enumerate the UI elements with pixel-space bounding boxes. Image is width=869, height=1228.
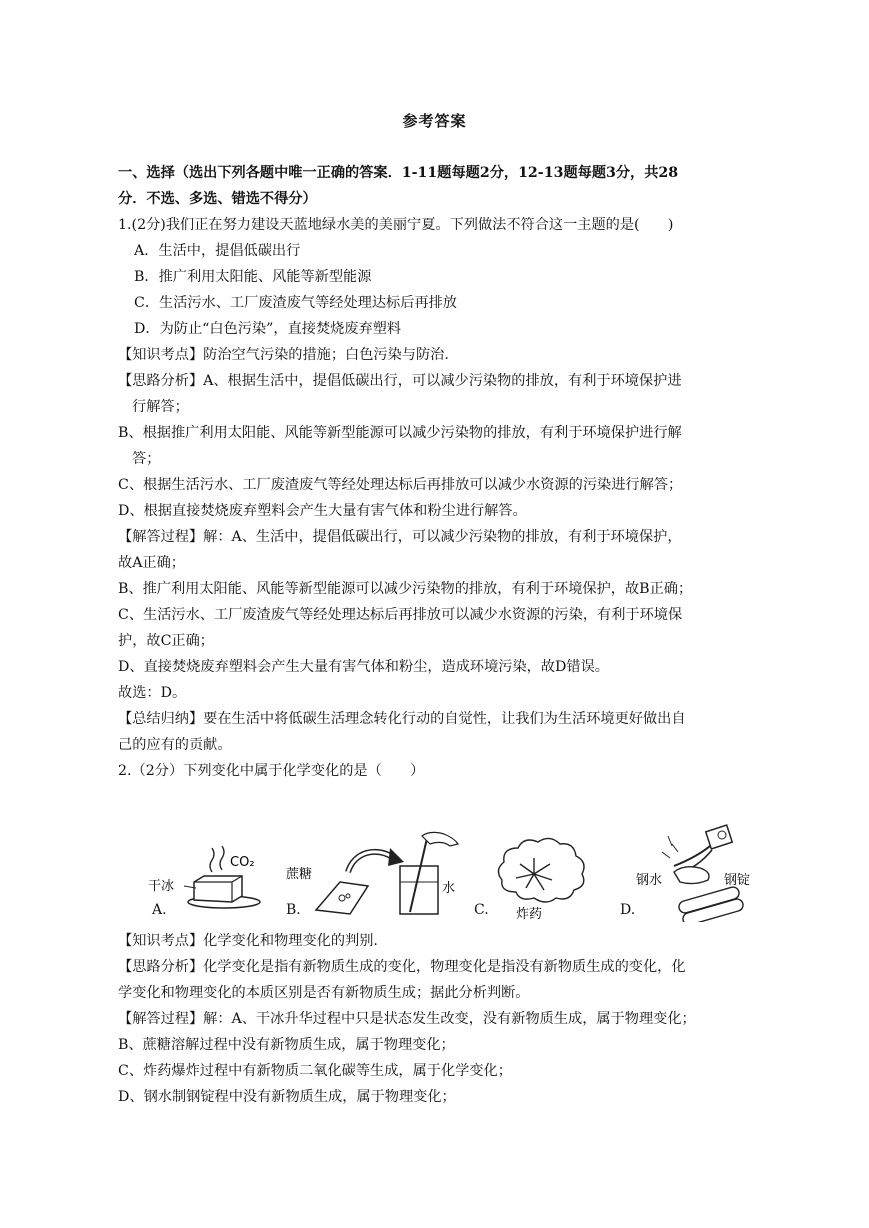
q2-solution-line: C、炸药爆炸过程中有新物质二氧化碳等生成，属于化学变化； bbox=[118, 1063, 512, 1079]
explosion-illustration bbox=[472, 822, 612, 922]
q1-solution-line: 【解答过程】解：A、生活中，提倡低碳出行，可以减少污染物的排放，有利于环境保护， bbox=[118, 529, 682, 545]
section-heading-line-1: 一、选择（选出下列各题中唯一正确的答案．1-11题每题2分，12-13题每题3分，共28 bbox=[118, 165, 679, 181]
steel-ingot-illustration bbox=[618, 822, 758, 922]
q1-analysis-line: 行解答； bbox=[132, 399, 189, 415]
q2-analysis-line: 【思路分析】化学变化是指有新物质生成的变化，物理变化是指没有新物质生成的变化，化 bbox=[118, 959, 686, 975]
question-2-analysis-block bbox=[118, 928, 748, 1110]
q2-figure-c bbox=[472, 822, 612, 922]
q1-summary-line: 【总结归纳】要在生活中将低碳生活理念转化行动的自觉性，让我们为生活环境更好做出自 bbox=[118, 711, 686, 727]
q1-solution-line: D、直接焚烧废弃塑料会产生大量有害气体和粉尘，造成环境污染，故D错误。 bbox=[118, 659, 609, 675]
q2-figure-b-label: 蔗糖 bbox=[286, 867, 313, 882]
q2-figure-c-label: 炸药 bbox=[516, 907, 543, 922]
q2-figure-d-label: 钢锭 bbox=[724, 873, 751, 888]
q2-knowledge-point: 【知识考点】化学变化和物理变化的判别. bbox=[118, 933, 378, 949]
q1-knowledge-point: 【知识考点】防治空气污染的措施；白色污染与防治. bbox=[118, 347, 449, 363]
q2-figure-b bbox=[284, 822, 464, 922]
q2-figure-d-label: 钢水 bbox=[636, 873, 663, 888]
dry-ice-illustration bbox=[146, 822, 276, 922]
q1-option-a: A．生活中，提倡低碳出行 bbox=[134, 243, 301, 259]
q2-solution-line: 【解答过程】解：A、干冰升华过程中只是状态发生改变，没有新物质生成，属于物理变化； bbox=[118, 1011, 696, 1027]
q1-analysis-line: 【思路分析】A、根据生活中，提倡低碳出行，可以减少污染物的排放，有利于环境保护进 bbox=[118, 373, 682, 389]
q1-option-b: B．推广利用太阳能、风能等新型能源 bbox=[134, 269, 372, 285]
q1-option-d: D．为防止“白色污染”，直接焚烧废弃塑料 bbox=[134, 321, 402, 337]
q2-figure-options bbox=[118, 822, 758, 922]
q2-figure-b-letter: B. bbox=[286, 902, 301, 918]
q2-figure-a-label: 干冰 bbox=[148, 879, 175, 894]
q1-solution-line: 故A正确； bbox=[118, 555, 185, 571]
q2-solution-line: D、钢水制钢锭程中没有新物质生成，属于物理变化； bbox=[118, 1089, 456, 1105]
page-title: 参考答案 bbox=[402, 112, 467, 130]
q1-solution-line: B、推广利用太阳能、风能等新型能源可以减少污染物的排放，有利于环境保护，故B正确； bbox=[118, 581, 693, 597]
q2-figure-a-label: CO₂ bbox=[230, 855, 255, 870]
q1-solution-line: C、生活污水、工厂废渣废气等经处理达标后再排放可以减少水资源的污染，有利于环境保 bbox=[118, 607, 683, 623]
section-heading-line-2: 分．不选、多选、错选不得分） bbox=[118, 191, 317, 207]
q2-analysis-line: 学变化和物理变化的本质区别是否有新物质生成；据此分析判断。 bbox=[118, 985, 530, 1001]
q1-analysis-line: 答； bbox=[132, 451, 161, 467]
q2-figure-a bbox=[146, 822, 276, 922]
q2-figure-a-letter: A. bbox=[152, 902, 167, 918]
sugar-dissolving-illustration bbox=[284, 822, 464, 922]
q2-figure-b-label: 水 bbox=[442, 881, 456, 896]
q1-stem: 1.(2分)我们正在努力建设天蓝地绿水美的美丽宁夏。下列做法不符合这一主题的是( ) bbox=[118, 217, 674, 233]
q2-figure-d-letter: D. bbox=[620, 902, 636, 918]
q1-analysis-line: C、根据生活污水、工厂废渣废气等经处理达标后再排放可以减少水资源的污染进行解答； bbox=[118, 477, 683, 493]
q1-analysis-line: B、根据推广利用太阳能、风能等新型能源可以减少污染物的排放，有利于环境保护进行解 bbox=[118, 425, 682, 441]
q1-summary-line: 己的应有的贡献。 bbox=[118, 737, 232, 753]
q2-solution-line: B、蔗糖溶解过程中没有新物质生成，属于物理变化； bbox=[118, 1037, 455, 1053]
q2-stem: 2.（2分）下列变化中属于化学变化的是（ ） bbox=[118, 763, 425, 779]
question-1-block bbox=[118, 160, 748, 784]
q1-answer: 故选：D。 bbox=[118, 685, 187, 701]
q1-option-c: C．生活污水、工厂废渣废气等经处理达标后再排放 bbox=[134, 295, 457, 311]
q2-figure-c-letter: C. bbox=[474, 902, 489, 918]
q1-analysis-line: D、根据直接焚烧废弃塑料会产生大量有害气体和粉尘进行解答。 bbox=[118, 503, 527, 519]
q2-figure-d bbox=[618, 822, 758, 922]
q1-solution-line: 护，故C正确； bbox=[118, 633, 214, 649]
